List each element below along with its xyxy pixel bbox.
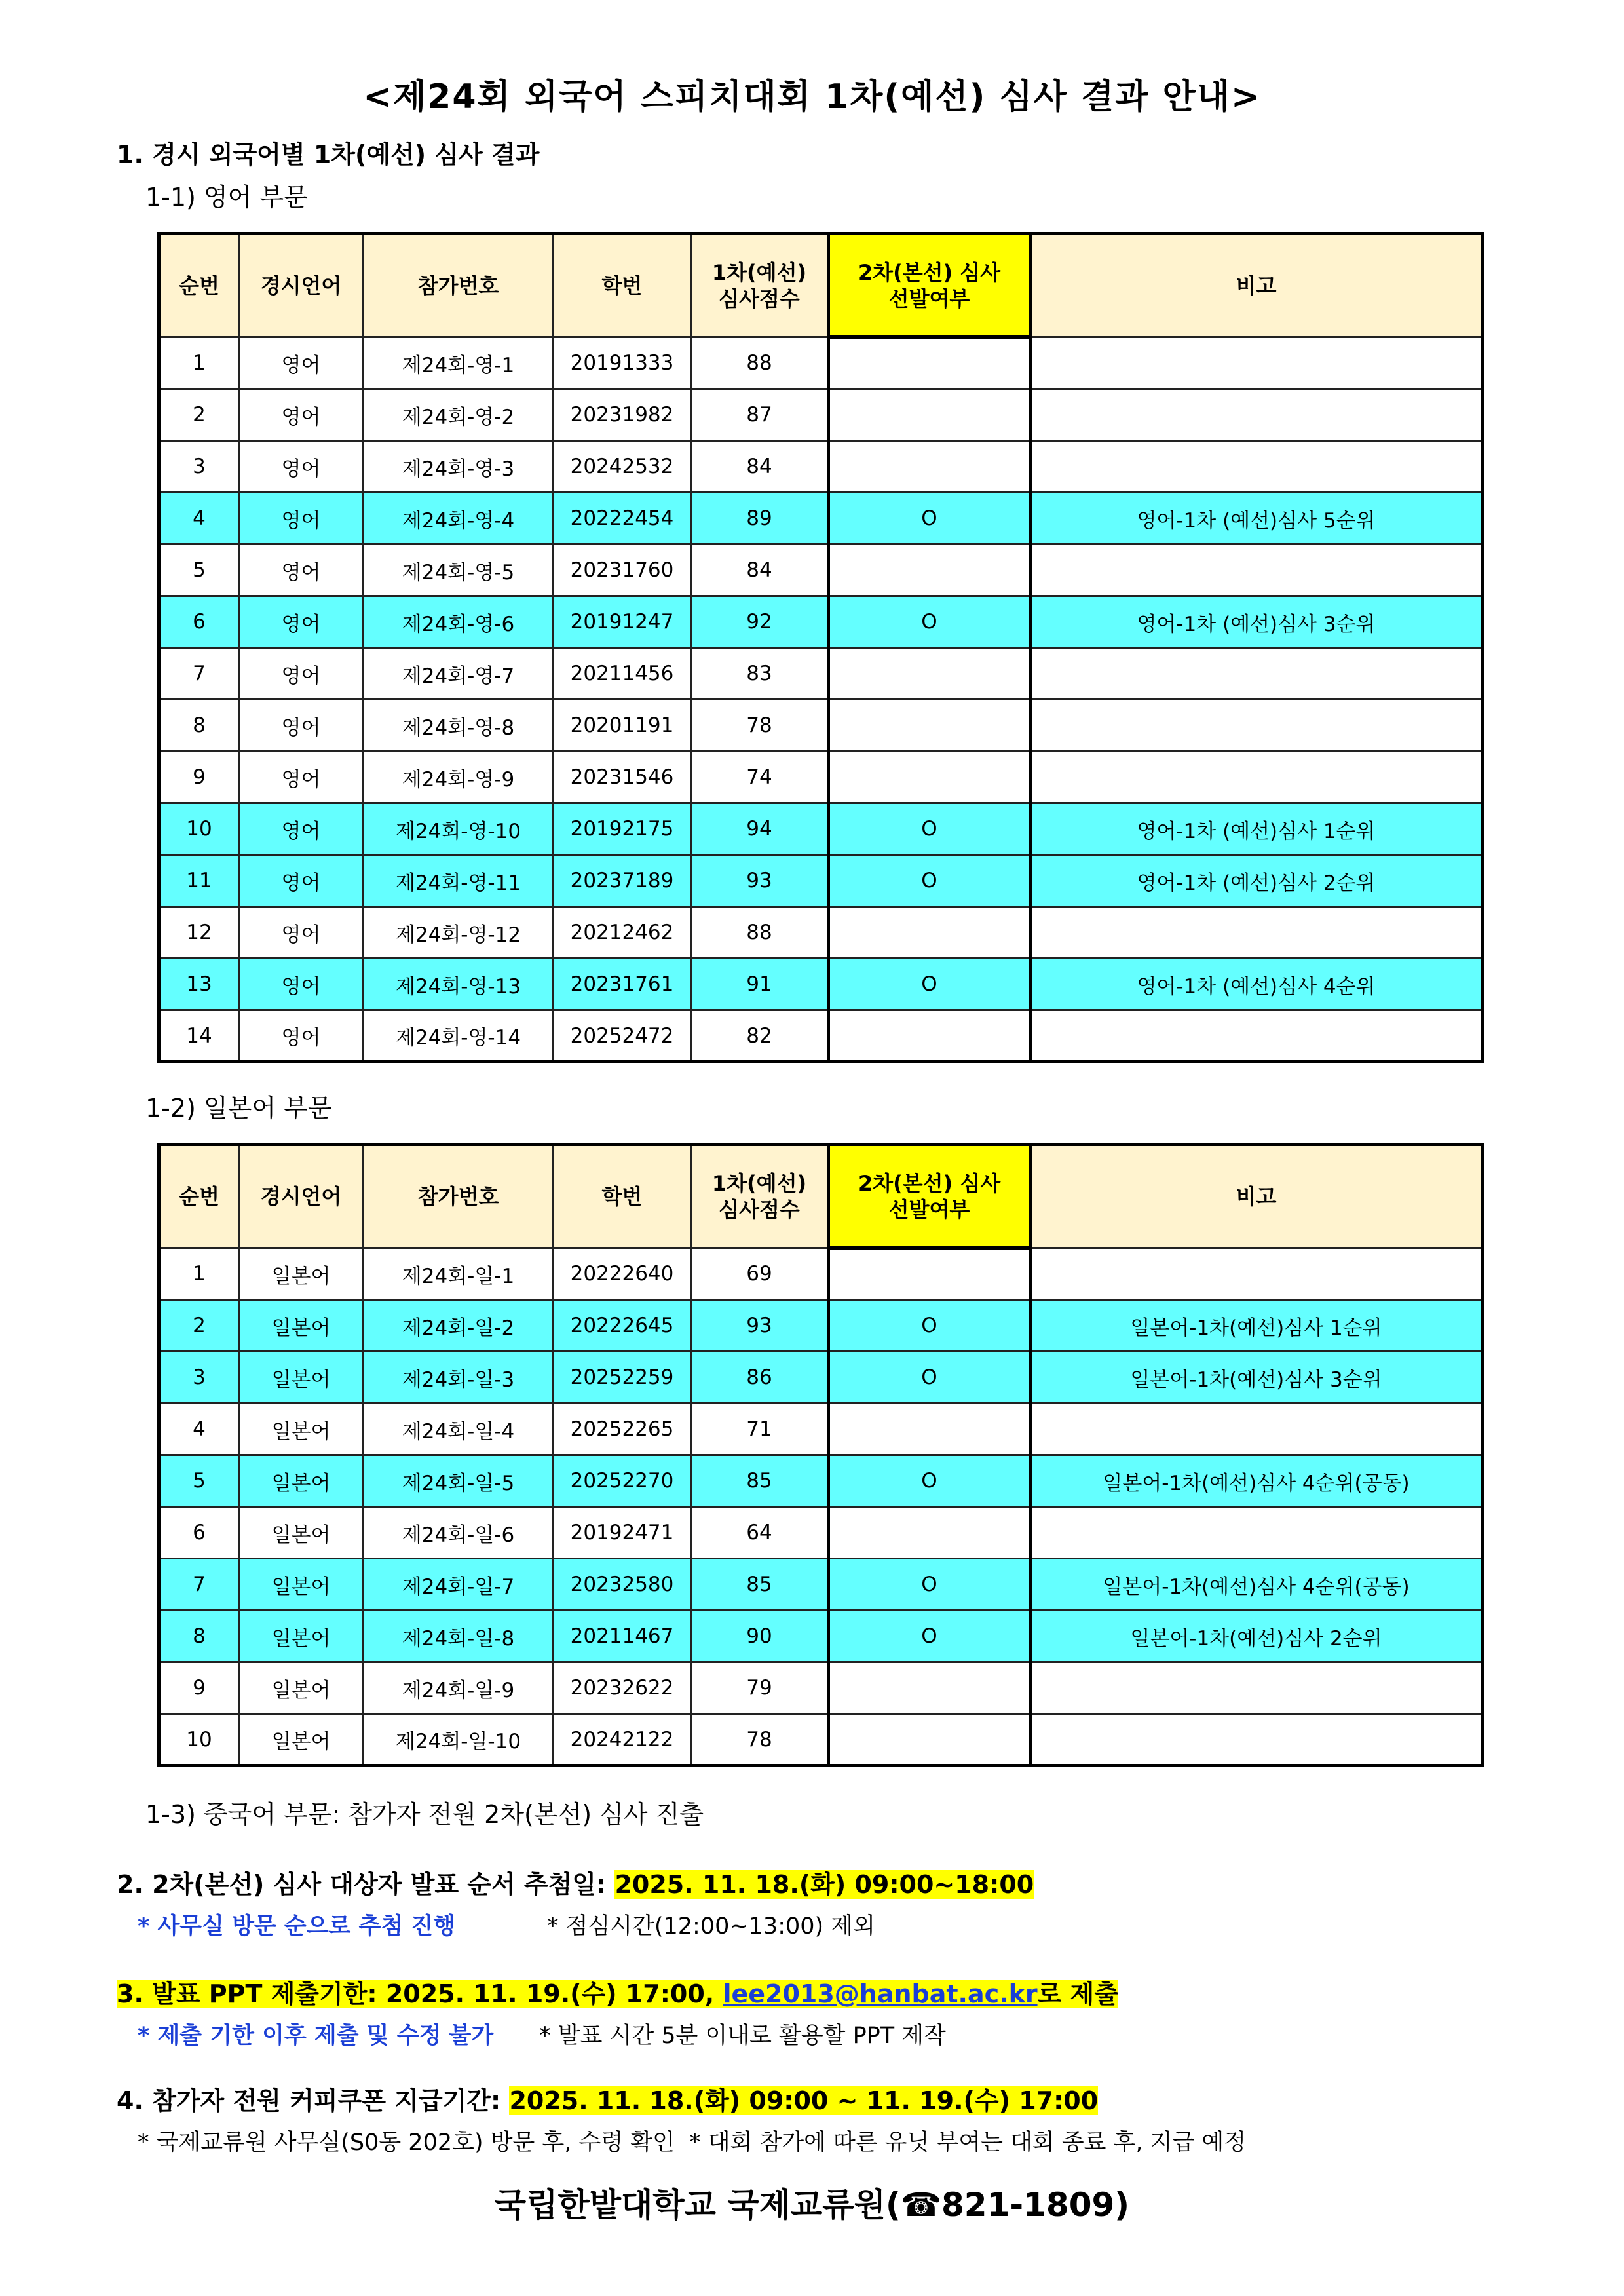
table-row: [159, 1010, 1482, 1062]
section2-heading: [117, 1864, 1034, 1900]
cell-entry-number: 제24회-영-5: [364, 545, 554, 596]
cell-note: [1030, 1714, 1482, 1766]
cell-note: 영어-1차 (예선)심사 1순위: [1030, 803, 1482, 855]
cell-note: [1030, 337, 1482, 389]
cell-score: 89: [691, 493, 829, 545]
section3-label: 3. 발표 PPT 제출기한: 2025. 11. 19.(수) 17:00,: [117, 1980, 723, 2008]
footer-contact: 국립한밭대학교 국제교류원(☎821-1809): [494, 2186, 1130, 2224]
cell-note: [1030, 545, 1482, 596]
cell-score: 78: [691, 1714, 829, 1766]
cell-student-id: 20242532: [554, 441, 691, 493]
cell-student-id: 20231761: [554, 959, 691, 1010]
cell-score: 88: [691, 907, 829, 959]
cell-student-id: 20252259: [554, 1352, 691, 1404]
cell-selected: [829, 1507, 1030, 1559]
section4-heading: [117, 2080, 1098, 2116]
cell-selected: O: [829, 959, 1030, 1010]
cell-score: 92: [691, 596, 829, 648]
header-cell-selection: 2차(본선) 심사 선발여부: [829, 1145, 1030, 1248]
cell-no: 14: [159, 1010, 239, 1062]
cell-student-id: 20201191: [554, 700, 691, 752]
cell-selected: [829, 1248, 1030, 1300]
cell-language: 일본어: [239, 1714, 364, 1766]
cell-selected: O: [829, 803, 1030, 855]
table-row: [159, 441, 1482, 493]
cell-no: 9: [159, 752, 239, 803]
cell-language: 영어: [239, 855, 364, 907]
email-link[interactable]: lee2013@hanbat.ac.kr: [723, 1980, 1038, 2008]
cell-entry-number: 제24회-영-1: [364, 337, 554, 389]
cell-selected: O: [829, 1352, 1030, 1404]
table-row: [159, 1300, 1482, 1352]
cell-student-id: 20252265: [554, 1404, 691, 1455]
cell-entry-number: 제24회-영-4: [364, 493, 554, 545]
cell-selected: [829, 1404, 1030, 1455]
section4-date: 2025. 11. 18.(화) 09:00 ~ 11. 19.(수) 17:00: [509, 2086, 1099, 2115]
cell-score: 90: [691, 1611, 829, 1662]
cell-score: 86: [691, 1352, 829, 1404]
table-row: [159, 1611, 1482, 1662]
cell-language: 영어: [239, 337, 364, 389]
cell-student-id: 20211456: [554, 648, 691, 700]
japanese-subheading: 1-2) 일본어 부문: [145, 1094, 332, 1122]
cell-language: 일본어: [239, 1300, 364, 1352]
cell-score: 64: [691, 1507, 829, 1559]
cell-language: 영어: [239, 907, 364, 959]
cell-note: 일본어-1차(예선)심사 2순위: [1030, 1611, 1482, 1662]
cell-student-id: 20231546: [554, 752, 691, 803]
cell-student-id: 20222454: [554, 493, 691, 545]
cell-score: 88: [691, 337, 829, 389]
table-row: [159, 1507, 1482, 1559]
header-cell: 경시언어: [239, 1145, 364, 1248]
cell-note: 영어-1차 (예선)심사 5순위: [1030, 493, 1482, 545]
section3-note-bold: * 제출 기한 이후 제출 및 수정 불가: [138, 2023, 494, 2049]
cell-no: 7: [159, 648, 239, 700]
cell-no: 2: [159, 1300, 239, 1352]
cell-note: 일본어-1차(예선)심사 4순위(공동): [1030, 1559, 1482, 1611]
cell-selected: [829, 337, 1030, 389]
cell-note: 일본어-1차(예선)심사 4순위(공동): [1030, 1455, 1482, 1507]
cell-no: 3: [159, 441, 239, 493]
cell-score: 85: [691, 1559, 829, 1611]
header-cell: 참가번호: [364, 1145, 554, 1248]
header-cell: 순번: [159, 234, 239, 337]
cell-student-id: 20231760: [554, 545, 691, 596]
table-header-row: [159, 1145, 1482, 1248]
cell-score: 69: [691, 1248, 829, 1300]
cell-note: 영어-1차 (예선)심사 4순위: [1030, 959, 1482, 1010]
cell-entry-number: 제24회-일-4: [364, 1404, 554, 1455]
cell-score: 83: [691, 648, 829, 700]
cell-score: 79: [691, 1662, 829, 1714]
cell-no: 3: [159, 1352, 239, 1404]
cell-language: 일본어: [239, 1507, 364, 1559]
cell-selected: O: [829, 1455, 1030, 1507]
table-row: [159, 596, 1482, 648]
cell-note: [1030, 441, 1482, 493]
cell-selected: [829, 907, 1030, 959]
section2-note-bold: * 사무실 방문 순으로 추첨 진행: [138, 1913, 455, 1940]
cell-no: 2: [159, 389, 239, 441]
table-row: [159, 337, 1482, 389]
cell-student-id: 20191247: [554, 596, 691, 648]
table-row: [159, 752, 1482, 803]
cell-selected: O: [829, 493, 1030, 545]
section1-heading: 1. 경시 외국어별 1차(예선) 심사 결과: [117, 140, 540, 169]
cell-entry-number: 제24회-영-6: [364, 596, 554, 648]
table-row: [159, 1559, 1482, 1611]
cell-language: 영어: [239, 493, 364, 545]
english-results-table: [157, 232, 1484, 1063]
cell-entry-number: 제24회-일-6: [364, 1507, 554, 1559]
section2-label: 2. 2차(본선) 심사 대상자 발표 순서 추첨일:: [117, 1870, 615, 1899]
cell-selected: [829, 648, 1030, 700]
cell-selected: O: [829, 1611, 1030, 1662]
cell-no: 4: [159, 493, 239, 545]
table-row: [159, 907, 1482, 959]
cell-note: 일본어-1차(예선)심사 3순위: [1030, 1352, 1482, 1404]
cell-no: 8: [159, 700, 239, 752]
section2-date: 2025. 11. 18.(화) 09:00~18:00: [614, 1870, 1034, 1899]
header-cell: 1차(예선) 심사점수: [691, 1145, 829, 1248]
cell-note: [1030, 700, 1482, 752]
cell-selected: O: [829, 596, 1030, 648]
cell-no: 1: [159, 1248, 239, 1300]
japanese-results-table: [157, 1143, 1484, 1767]
cell-score: 71: [691, 1404, 829, 1455]
table-row: [159, 545, 1482, 596]
section4-label: 4. 참가자 전원 커피쿠폰 지급기간:: [117, 2086, 510, 2115]
cell-language: 영어: [239, 389, 364, 441]
cell-student-id: 20237189: [554, 855, 691, 907]
cell-student-id: 20252270: [554, 1455, 691, 1507]
cell-note: [1030, 1662, 1482, 1714]
cell-no: 13: [159, 959, 239, 1010]
cell-selected: O: [829, 1300, 1030, 1352]
cell-score: 84: [691, 441, 829, 493]
cell-no: 9: [159, 1662, 239, 1714]
cell-score: 74: [691, 752, 829, 803]
cell-no: 8: [159, 1611, 239, 1662]
table-row: [159, 1662, 1482, 1714]
cell-entry-number: 제24회-일-2: [364, 1300, 554, 1352]
cell-student-id: 20232580: [554, 1559, 691, 1611]
cell-language: 일본어: [239, 1404, 364, 1455]
cell-selected: [829, 1010, 1030, 1062]
header-cell: 1차(예선) 심사점수: [691, 234, 829, 337]
cell-entry-number: 제24회-일-8: [364, 1611, 554, 1662]
cell-no: 4: [159, 1404, 239, 1455]
table-row: [159, 700, 1482, 752]
cell-language: 영어: [239, 545, 364, 596]
cell-language: 일본어: [239, 1455, 364, 1507]
cell-entry-number: 제24회-영-9: [364, 752, 554, 803]
cell-note: 일본어-1차(예선)심사 1순위: [1030, 1300, 1482, 1352]
section3-notes: [138, 2018, 946, 2050]
header-cell: 학번: [554, 234, 691, 337]
cell-selected: [829, 700, 1030, 752]
cell-note: [1030, 1404, 1482, 1455]
cell-note: 영어-1차 (예선)심사 3순위: [1030, 596, 1482, 648]
cell-entry-number: 제24회-영-14: [364, 1010, 554, 1062]
cell-language: 일본어: [239, 1559, 364, 1611]
cell-entry-number: 제24회-영-2: [364, 389, 554, 441]
cell-score: 94: [691, 803, 829, 855]
header-cell: 경시언어: [239, 234, 364, 337]
table-row: [159, 803, 1482, 855]
table-row: [159, 1455, 1482, 1507]
cell-no: 1: [159, 337, 239, 389]
cell-language: 영어: [239, 752, 364, 803]
cell-entry-number: 제24회-일-7: [364, 1559, 554, 1611]
cell-language: 영어: [239, 596, 364, 648]
header-cell: 비고: [1030, 234, 1482, 337]
cell-student-id: 20252472: [554, 1010, 691, 1062]
cell-no: 10: [159, 803, 239, 855]
cell-language: 일본어: [239, 1662, 364, 1714]
cell-score: 91: [691, 959, 829, 1010]
cell-language: 영어: [239, 648, 364, 700]
cell-student-id: 20222645: [554, 1300, 691, 1352]
table-row: [159, 493, 1482, 545]
table-header-row: [159, 234, 1482, 337]
cell-student-id: 20242122: [554, 1714, 691, 1766]
cell-entry-number: 제24회-일-9: [364, 1662, 554, 1714]
table-row: [159, 959, 1482, 1010]
cell-no: 6: [159, 1507, 239, 1559]
table-row: [159, 855, 1482, 907]
page-title: <제24회 외국어 스피치대회 1차(예선) 심사 결과 안내>: [363, 77, 1261, 117]
cell-selected: [829, 752, 1030, 803]
cell-note: [1030, 389, 1482, 441]
cell-score: 85: [691, 1455, 829, 1507]
header-cell: 학번: [554, 1145, 691, 1248]
cell-note: [1030, 648, 1482, 700]
cell-note: [1030, 752, 1482, 803]
cell-entry-number: 제24회-일-1: [364, 1248, 554, 1300]
cell-entry-number: 제24회-영-8: [364, 700, 554, 752]
table-row: [159, 1714, 1482, 1766]
cell-entry-number: 제24회-일-3: [364, 1352, 554, 1404]
cell-language: 일본어: [239, 1611, 364, 1662]
cell-entry-number: 제24회-영-7: [364, 648, 554, 700]
cell-entry-number: 제24회-일-5: [364, 1455, 554, 1507]
cell-selected: [829, 441, 1030, 493]
cell-language: 일본어: [239, 1352, 364, 1404]
cell-language: 영어: [239, 700, 364, 752]
cell-note: 영어-1차 (예선)심사 2순위: [1030, 855, 1482, 907]
cell-selected: [829, 545, 1030, 596]
header-cell: 참가번호: [364, 234, 554, 337]
cell-no: 7: [159, 1559, 239, 1611]
table-row: [159, 389, 1482, 441]
cell-selected: O: [829, 855, 1030, 907]
header-cell-selection: 2차(본선) 심사 선발여부: [829, 234, 1030, 337]
cell-student-id: 20232622: [554, 1662, 691, 1714]
cell-language: 영어: [239, 959, 364, 1010]
cell-score: 78: [691, 700, 829, 752]
table-row: [159, 1404, 1482, 1455]
section3-note-plain: * 발표 시간 5분 이내로 활용할 PPT 제작: [539, 2023, 946, 2049]
cell-no: 6: [159, 596, 239, 648]
cell-no: 12: [159, 907, 239, 959]
cell-student-id: 20192471: [554, 1507, 691, 1559]
section4-note: * 국제교류원 사무실(S0동 202호) 방문 후, 수령 확인 * 대회 참가에 따른 유닛 부여는 대회 종료 후, 지급 예정: [138, 2130, 1247, 2156]
header-cell: 비고: [1030, 1145, 1482, 1248]
cell-no: 11: [159, 855, 239, 907]
cell-entry-number: 제24회-영-11: [364, 855, 554, 907]
section3-heading: [117, 1974, 1118, 2010]
cell-language: 영어: [239, 441, 364, 493]
cell-no: 5: [159, 545, 239, 596]
cell-selected: O: [829, 1559, 1030, 1611]
cell-note: [1030, 1507, 1482, 1559]
header-cell: 순번: [159, 1145, 239, 1248]
cell-note: [1030, 1010, 1482, 1062]
cell-selected: [829, 1662, 1030, 1714]
cell-entry-number: 제24회-영-3: [364, 441, 554, 493]
section3-suffix: 로 제출: [1037, 1980, 1118, 2008]
cell-score: 87: [691, 389, 829, 441]
section2-note-plain: * 점심시간(12:00~13:00) 제외: [546, 1913, 875, 1940]
cell-language: 일본어: [239, 1248, 364, 1300]
cell-selected: [829, 1714, 1030, 1766]
cell-student-id: 20191333: [554, 337, 691, 389]
cell-student-id: 20222640: [554, 1248, 691, 1300]
chinese-note: 1-3) 중국어 부문: 참가자 전원 2차(본선) 심사 진출: [145, 1800, 704, 1829]
cell-selected: [829, 389, 1030, 441]
table-row: [159, 1248, 1482, 1300]
cell-student-id: 20212462: [554, 907, 691, 959]
cell-note: [1030, 907, 1482, 959]
cell-entry-number: 제24회-일-10: [364, 1714, 554, 1766]
cell-no: 5: [159, 1455, 239, 1507]
table-row: [159, 648, 1482, 700]
cell-language: 영어: [239, 1010, 364, 1062]
cell-student-id: 20231982: [554, 389, 691, 441]
cell-no: 10: [159, 1714, 239, 1766]
cell-student-id: 20192175: [554, 803, 691, 855]
cell-score: 84: [691, 545, 829, 596]
cell-student-id: 20211467: [554, 1611, 691, 1662]
table-row: [159, 1352, 1482, 1404]
cell-entry-number: 제24회-영-12: [364, 907, 554, 959]
section2-notes: [138, 1908, 875, 1941]
english-subheading: 1-1) 영어 부문: [145, 183, 308, 212]
cell-score: 93: [691, 855, 829, 907]
cell-score: 93: [691, 1300, 829, 1352]
cell-entry-number: 제24회-영-10: [364, 803, 554, 855]
cell-entry-number: 제24회-영-13: [364, 959, 554, 1010]
cell-language: 영어: [239, 803, 364, 855]
cell-note: [1030, 1248, 1482, 1300]
cell-score: 82: [691, 1010, 829, 1062]
